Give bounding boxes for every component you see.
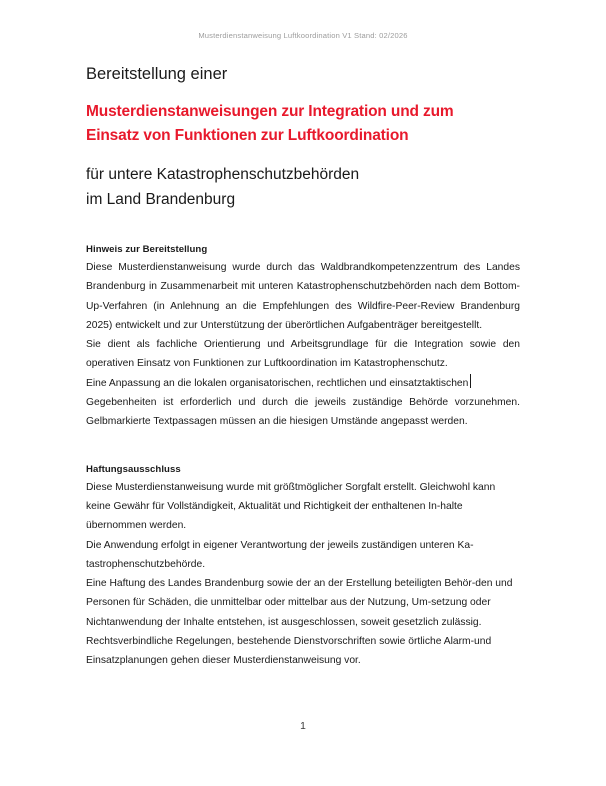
section-paragraph[interactable]: Diese Musterdienstanweisung wurde mit größtmöglicher Sorgfalt erstellt. Gleichwohl kann keine Gewähr für Vollständigkeit, Aktualität und Richtigkeit der enthaltenen In-halte übernommen werden. xyxy=(86,481,496,532)
page-number: 1 xyxy=(300,721,306,732)
section-paragraph[interactable]: Die Anwendung erfolgt in eigener Verantwortung der jeweils zuständigen unteren Ka-tastrophenschutzbehörde. xyxy=(86,539,474,570)
section-paragraph[interactable]: Sie dient als fachliche Orientierung und Arbeitsgrundlage für die Integration sowie den operativen Einsatz von Funktionen zur Luftkoordination im Katastrophenschutz. xyxy=(86,339,520,370)
section-paragraph-with-caret[interactable] xyxy=(86,374,520,393)
section-paragraph[interactable]: Rechtsverbindliche Regelungen, bestehende Dienstvorschriften sowie örtliche Alarm-und Einsatzplanungen gehen dieser Musterdienstanweisung vor. xyxy=(86,636,492,667)
section-haftungsausschluss xyxy=(86,462,520,671)
section-heading: Hinweis zur Bereitstellung xyxy=(86,244,208,255)
section-paragraph[interactable]: Eine Haftung des Landes Brandenburg sowie der an der Erstellung beteiligten Behör-den und Personen für Schäden, die unmittelbar oder mittelbar aus der Nutzung, Um-setzung oder Nichtanwendung der Inhalte entstehen, ist ausgeschlossen, soweit gesetzlich zulässig. xyxy=(86,578,513,628)
document-title-line-1: Musterdienstanweisungen zur Integration und zum xyxy=(86,103,454,120)
section-heading: Haftungsausschluss xyxy=(86,463,181,475)
text-cursor-caret xyxy=(470,374,471,388)
document-subtitle-line-2: im Land Brandenburg xyxy=(86,190,236,208)
document-subtitle-line-1: für untere Katastrophenschutzbehörden xyxy=(86,166,360,183)
document-title-line-2: Einsatz von Funktionen zur Luftkoordination xyxy=(86,127,409,144)
document-subtitle xyxy=(86,163,520,212)
section-paragraph-text: Eine Anpassung an die lokalen organisatorischen, rechtlichen und einsatztaktischen xyxy=(86,377,469,389)
document-content xyxy=(86,62,520,671)
title-preamble: Bereitstellung einer xyxy=(86,65,228,83)
section-paragraph[interactable]: Gegebenheiten ist erforderlich und durch die jeweils zuständige Behörde vorzunehmen. Gelbmarkierte Textpassagen müssen an die hiesigen Umstände angepasst werden. xyxy=(86,397,520,428)
section-paragraph[interactable]: Diese Musterdienstanweisung wurde durch das Waldbrandkompetenzzentrum des Landes Brandenburg in Zusammenarbeit mit unteren Katastrophenschutzbehörden nach dem Bottom-Up-Verfahren (in Anlehnung an die Empfehlungen des Wildfire-Peer-Review Brandenburg 2025) entwickelt und zur Unterstützung der überörtlichen Aufgabenträger bereitgestellt. xyxy=(86,262,520,331)
section-hinweis-zur-bereitstellung xyxy=(86,242,520,432)
running-header: Musterdienstanweisung Luftkoordination V1 Stand: 02/2026 xyxy=(198,31,408,40)
document-title xyxy=(86,100,520,148)
